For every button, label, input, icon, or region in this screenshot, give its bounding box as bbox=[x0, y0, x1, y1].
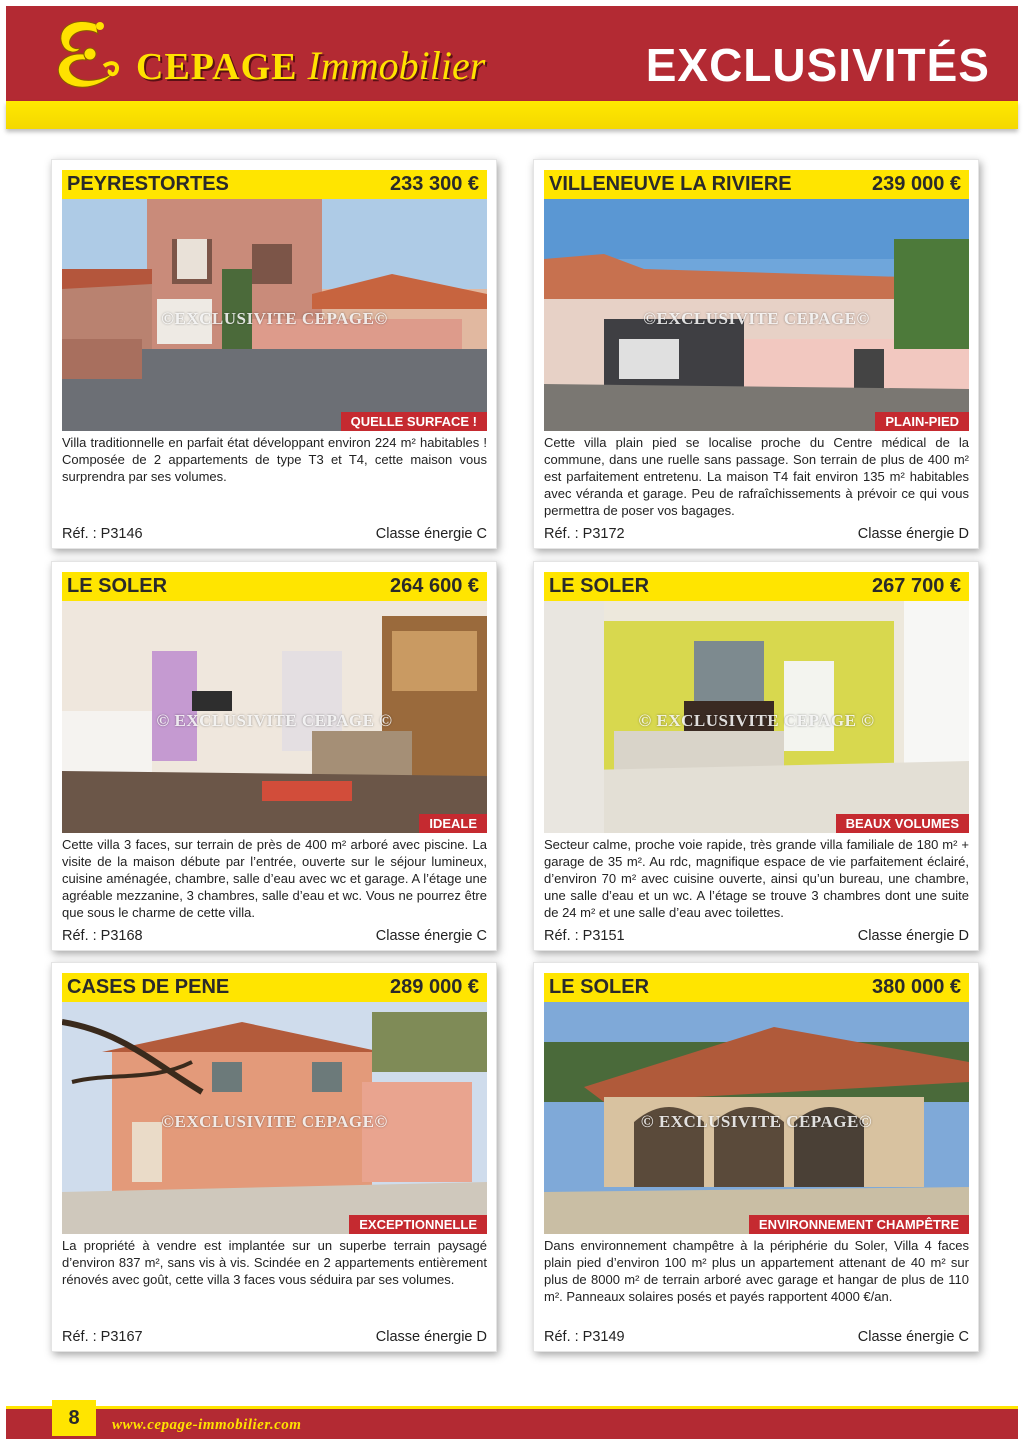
brand-logo-text bbox=[136, 42, 485, 92]
listing-town: LE SOLER bbox=[549, 575, 650, 597]
listing-tag-badge: QUELLE SURFACE ! bbox=[341, 412, 487, 431]
photo-watermark: ©EXCLUSIVITE CEPAGE© bbox=[161, 309, 388, 328]
listing-photo[interactable] bbox=[62, 199, 487, 431]
brand-name: CEPAGE bbox=[136, 46, 298, 88]
page-number: 8 bbox=[52, 1400, 96, 1436]
photo-watermark: © EXCLUSIVITE CEPAGE© bbox=[640, 1112, 873, 1131]
listing-description: Cette villa plain pied se localise proche du Centre médical de la commune, dans une ruelle sans passage. Son terrain de plus de 400 m² est parfaitement entretenu. La maison T4 fait environ 135 m² habitables avec véranda et garage. Peu de rafraîchissements à prévoir ce qui vous permettra de poser vos bagages. bbox=[544, 435, 969, 518]
listing-title-bar bbox=[62, 973, 487, 1002]
listing-description: Villa traditionnelle en parfait état développant environ 224 m² habitables ! Composée de 2 appartements de type T3 et T4, cette maison vous surprendra par ses volumes. bbox=[62, 435, 487, 484]
listing-town: VILLENEUVE LA RIVIERE bbox=[549, 173, 792, 195]
listing-title-bar bbox=[62, 572, 487, 601]
listing-card[interactable] bbox=[533, 962, 979, 1352]
listing-title-bar bbox=[544, 170, 969, 199]
brand-subtitle: Immobilier bbox=[307, 43, 486, 88]
listing-card[interactable] bbox=[51, 962, 497, 1352]
photo-watermark: © EXCLUSIVITE CEPAGE © bbox=[638, 711, 875, 730]
listing-reference: Réf. : P3146 bbox=[62, 526, 143, 542]
listing-photo[interactable] bbox=[62, 601, 487, 833]
photo-watermark: ©EXCLUSIVITE CEPAGE© bbox=[161, 1112, 388, 1131]
listing-town: LE SOLER bbox=[549, 976, 650, 998]
listing-price: 289 000 € bbox=[390, 976, 479, 998]
listing-reference: Réf. : P3168 bbox=[62, 928, 143, 944]
listing-card[interactable] bbox=[51, 159, 497, 549]
website-link[interactable]: www.cepage-immobilier.com bbox=[112, 1417, 302, 1433]
listing-footer bbox=[544, 1329, 969, 1345]
listing-description: Dans environnement champêtre à la périphérie du Soler, Villa 4 faces plain pied d’environ 100 m² plus un appartement attenant de 40 m² sur plus de 8000 m² de terrain arboré avec garage et hangar de plus de 110 m². Panneaux solaires posés et payés rapportent 4000 €/an. bbox=[544, 1238, 969, 1304]
listing-footer bbox=[544, 526, 969, 542]
listing-photo[interactable] bbox=[544, 601, 969, 833]
listing-title-bar bbox=[544, 973, 969, 1002]
ornamental-e-logo-icon bbox=[44, 14, 124, 92]
header-yellow-stripe bbox=[6, 101, 1018, 129]
listing-tag-badge: PLAIN-PIED bbox=[875, 412, 969, 431]
listing-description: La propriété à vendre est implantée sur un superbe terrain paysagé d’environ 837 m², sans vis à vis. Scindée en 2 appartements entièrement rénovés avec goût, cette villa 3 faces vous séduira par ses volumes. bbox=[62, 1238, 487, 1287]
listing-energy-class: Classe énergie C bbox=[375, 526, 487, 542]
listing-price: 233 300 € bbox=[390, 173, 479, 195]
listing-energy-class: Classe énergie D bbox=[857, 928, 969, 944]
listing-title-bar bbox=[62, 170, 487, 199]
listing-tag-badge: BEAUX VOLUMES bbox=[836, 814, 969, 833]
listing-footer bbox=[62, 928, 487, 944]
listing-town: PEYRESTORTES bbox=[67, 173, 229, 195]
listing-card[interactable] bbox=[533, 159, 979, 549]
listing-price: 239 000 € bbox=[872, 173, 961, 195]
listing-town: CASES DE PENE bbox=[67, 976, 230, 998]
listing-price: 264 600 € bbox=[390, 575, 479, 597]
listing-tag-badge: ENVIRONNEMENT CHAMPÊTRE bbox=[749, 1215, 969, 1234]
listing-reference: Réf. : P3172 bbox=[544, 526, 625, 542]
listing-energy-class: Classe énergie D bbox=[375, 1329, 487, 1345]
page-title: EXCLUSIVITÉS bbox=[645, 39, 990, 91]
listing-price: 267 700 € bbox=[872, 575, 961, 597]
photo-watermark: ©EXCLUSIVITE CEPAGE© bbox=[643, 309, 870, 328]
listing-photo[interactable] bbox=[544, 1002, 969, 1234]
listing-tag-badge: IDEALE bbox=[419, 814, 487, 833]
listing-reference: Réf. : P3149 bbox=[544, 1329, 625, 1345]
listing-reference: Réf. : P3167 bbox=[62, 1329, 143, 1345]
listing-card[interactable] bbox=[51, 561, 497, 951]
listing-price: 380 000 € bbox=[872, 976, 961, 998]
listing-tag-badge: EXCEPTIONNELLE bbox=[349, 1215, 487, 1234]
listing-description: Cette villa 3 faces, sur terrain de près de 400 m² arboré avec piscine. La visite de la maison débute par l’entrée, ouverte sur le séjour lumineux, cuisine aménagée, chambre, salle d’eau avec wc et garage. A l’étage une agréable mezzanine, 3 chambres, salle d’eau et wc. Vous ne pourrez être que sous le charme de cette villa. bbox=[62, 837, 487, 920]
listing-footer bbox=[62, 526, 487, 542]
photo-watermark: © EXCLUSIVITE CEPAGE © bbox=[156, 711, 393, 730]
listing-title-bar bbox=[544, 572, 969, 601]
listing-description: Secteur calme, proche voie rapide, très grande villa familiale de 180 m² + garage de 35 m². Au rdc, magnifique espace de vie parfaitement éclairé, d’environ 70 m² avec cuisine ouverte, ainsi qu’un bureau, une chambre, une salle d’eau et un wc. A l’étage se trouve 3 chambres dont une suite de 24 m² et une salle d’eau avec toilettes. bbox=[544, 837, 969, 920]
listing-reference: Réf. : P3151 bbox=[544, 928, 625, 944]
listing-energy-class: Classe énergie C bbox=[857, 1329, 969, 1345]
listing-photo[interactable] bbox=[544, 199, 969, 431]
listing-photo[interactable] bbox=[62, 1002, 487, 1234]
listing-footer bbox=[62, 1329, 487, 1345]
listing-town: LE SOLER bbox=[67, 575, 168, 597]
listing-energy-class: Classe énergie C bbox=[375, 928, 487, 944]
listing-footer bbox=[544, 928, 969, 944]
listing-energy-class: Classe énergie D bbox=[857, 526, 969, 542]
listing-card[interactable] bbox=[533, 561, 979, 951]
